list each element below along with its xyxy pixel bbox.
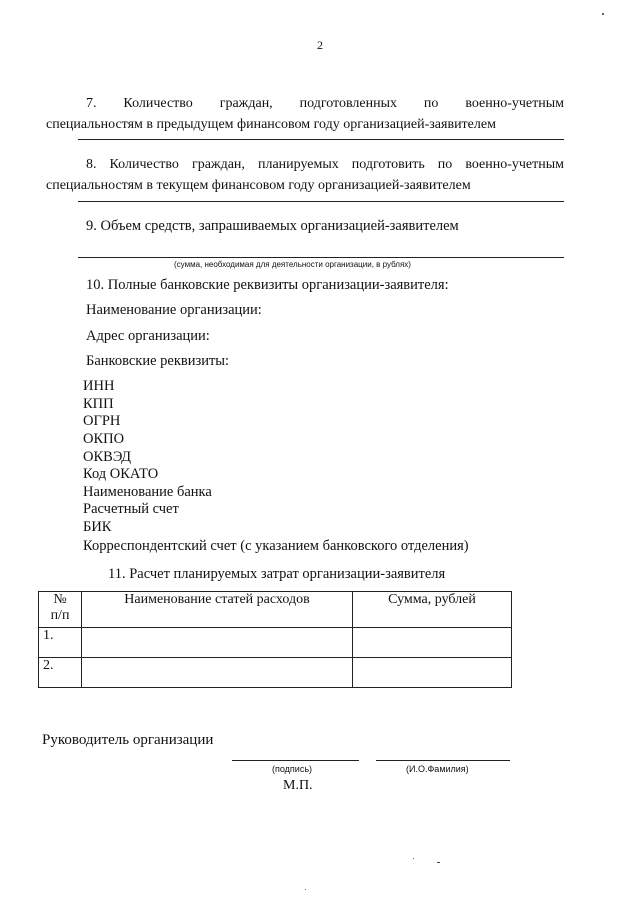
item-7-answer-line <box>78 139 564 140</box>
row-sum-cell[interactable] <box>353 628 512 658</box>
header-num <box>39 592 82 628</box>
signature-line <box>232 760 359 761</box>
req-okved: ОКВЭД <box>83 449 132 465</box>
scan-speck <box>602 13 604 15</box>
row-name-cell[interactable] <box>82 658 353 688</box>
row-name-cell[interactable] <box>82 628 353 658</box>
item-7-line-1: 7. Количество граждан, подготовленных по военно-учетным <box>86 96 564 111</box>
scan-speck <box>413 858 414 859</box>
req-bik: БИК <box>83 519 112 535</box>
item-9-caption: (сумма, необходимая для деятельности организации, в рублях) <box>174 260 411 269</box>
row-num: 1. <box>39 628 82 658</box>
req-kpp: КПП <box>83 396 114 412</box>
req-ogrn: ОГРН <box>83 413 121 429</box>
item-10-text: 10. Полные банковские реквизиты организации-заявителя: <box>86 277 449 293</box>
name-line <box>376 760 510 761</box>
header-num-line-2: п/п <box>50 608 70 623</box>
costs-table-header <box>39 592 512 628</box>
req-okato: Код ОКАТО <box>83 466 159 482</box>
item-8 <box>46 154 564 196</box>
item-8-answer-line <box>78 201 564 202</box>
head-label: Руководитель организации <box>42 732 214 748</box>
scan-speck <box>305 889 306 890</box>
req-corr-account: Корреспондентский счет (с указанием банковского отделения) <box>83 538 469 554</box>
row-sum-cell[interactable] <box>353 658 512 688</box>
item-7-line-2: специальностям в предыдущем финансовом году организацией-заявителем <box>46 117 496 132</box>
costs-table <box>38 591 512 688</box>
header-name: Наименование статей расходов <box>82 592 353 628</box>
stamp-label: М.П. <box>283 778 313 793</box>
header-num-line-1: № <box>53 592 67 607</box>
scan-speck <box>437 862 440 863</box>
header-sum: Сумма, рублей <box>353 592 512 628</box>
page-number: 2 <box>317 38 323 52</box>
req-inn: ИНН <box>83 378 115 394</box>
bank-details-label: Банковские реквизиты: <box>86 353 230 369</box>
req-okpo: ОКПО <box>83 431 125 447</box>
row-num: 2. <box>39 658 82 688</box>
signature-caption: (подпись) <box>272 764 313 774</box>
item-9-answer-line <box>78 257 564 258</box>
item-8-line-1: 8. Количество граждан, планируемых подготовить по военно-учетным <box>86 157 564 172</box>
table-row <box>39 658 512 688</box>
org-name-label: Наименование организации: <box>86 302 262 318</box>
item-9-text: 9. Объем средств, запрашиваемых организацией-заявителем <box>86 218 459 234</box>
item-11-text: 11. Расчет планируемых затрат организации-заявителя <box>108 566 446 582</box>
item-7 <box>46 93 564 135</box>
req-bank-name: Наименование банка <box>83 484 212 500</box>
req-account: Расчетный счет <box>83 501 179 517</box>
name-caption: (И.О.Фамилия) <box>406 764 469 774</box>
table-row <box>39 628 512 658</box>
item-8-line-2: специальностям в текущем финансовом году организацией-заявителем <box>46 178 471 193</box>
org-address-label: Адрес организации: <box>86 328 210 344</box>
